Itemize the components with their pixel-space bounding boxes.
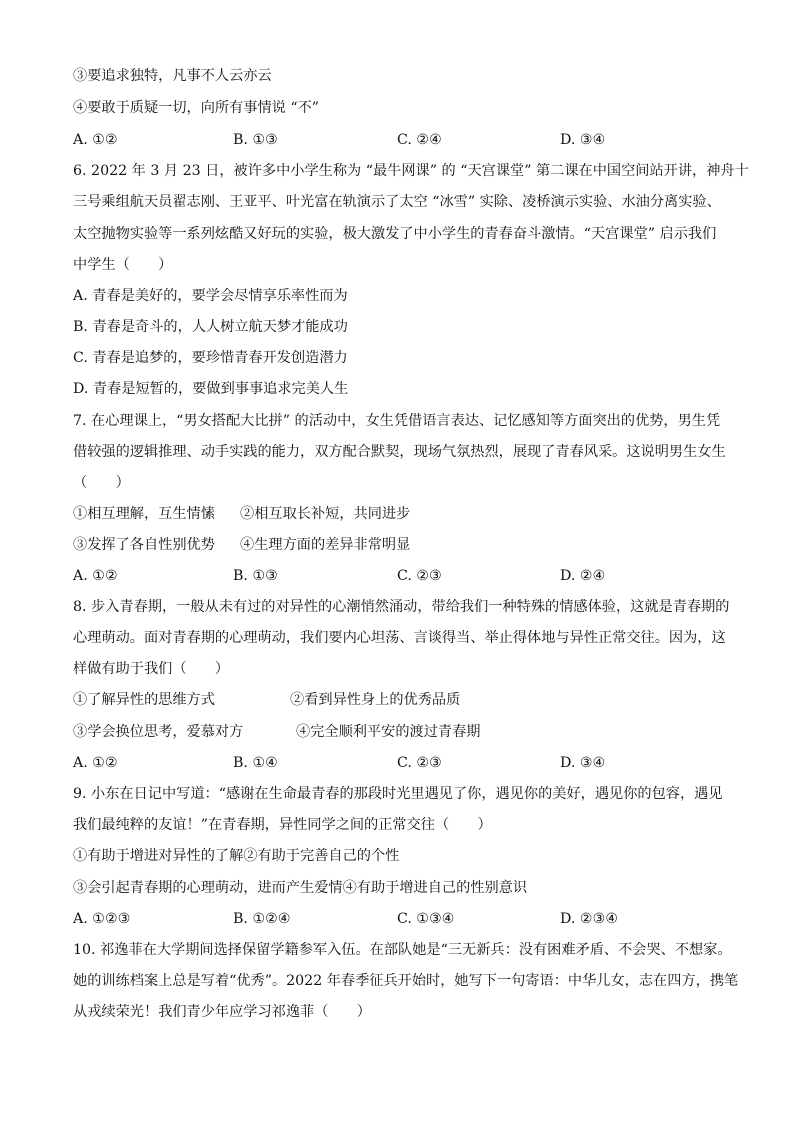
question-8-statement-1: ①了解异性的思维方式 bbox=[73, 692, 215, 708]
question-8-statement-3: ③学会换位思考，爱慕对方 bbox=[73, 724, 244, 740]
question-10-line-1: 10. 祁逸菲在大学期间选择保留学籍参军入伍。在部队她是“三无新兵：没有困难矛盾、不会哭、不想家。 bbox=[73, 942, 732, 958]
question-8-line-3: 样做有助于我们（ ） bbox=[73, 661, 230, 677]
question-6-line-3: 太空抛物实验等一系列炫酷又好玩的实验，极大激发了中小学生的青春奋斗激情。“天宫课堂” 启示我们 bbox=[73, 226, 717, 242]
statement-4: ④要敢于质疑一切，向所有事情说 “不” bbox=[73, 100, 320, 116]
option-d[interactable]: D. ②③④ bbox=[560, 911, 619, 927]
question-8-statement-2: ②看到异性身上的优秀品质 bbox=[290, 692, 461, 708]
option-c[interactable]: C. ②④ bbox=[397, 132, 442, 148]
option-c[interactable]: C. ②③ bbox=[397, 755, 442, 771]
question-6-choice-a[interactable]: A. 青春是美好的，要学会尽情享乐率性而为 bbox=[73, 288, 348, 304]
option-d[interactable]: D. ②④ bbox=[560, 568, 606, 584]
question-8-options bbox=[73, 753, 733, 773]
option-a[interactable]: A. ①② bbox=[73, 755, 118, 771]
question-7-line-2: 借较强的逻辑推理、动手实践的能力，双方配合默契，现场气氛热烈，展现了青春风采。这说明男生女生 bbox=[73, 444, 726, 460]
option-c[interactable]: C. ①③④ bbox=[397, 911, 455, 927]
option-c[interactable]: C. ②③ bbox=[397, 568, 442, 584]
question-6-line-4: 中学生（ ） bbox=[73, 257, 173, 273]
option-b[interactable]: B. ①③ bbox=[233, 568, 278, 584]
option-b[interactable]: B. ①④ bbox=[233, 755, 278, 771]
answer-options bbox=[73, 130, 733, 150]
option-b[interactable]: B. ①②④ bbox=[233, 911, 291, 927]
option-d[interactable]: D. ③④ bbox=[560, 132, 606, 148]
question-7-statement-2: ②相互取长补短，共同进步 bbox=[240, 506, 411, 522]
question-6-choice-c[interactable]: C. 青春是追梦的，要珍惜青春开发创造潜力 bbox=[73, 350, 348, 366]
question-7-options bbox=[73, 566, 733, 586]
question-9-statements-1-2: ①有助于增进对异性的了解②有助于完善自己的个性 bbox=[73, 848, 400, 864]
question-10-line-3: 从戎续荣光！我们青少年应学习祁逸菲（ ） bbox=[73, 1004, 371, 1020]
option-d[interactable]: D. ③④ bbox=[560, 755, 606, 771]
question-7-line-1: 7. 在心理课上，“男女搭配大比拼” 的活动中，女生凭借语言表达、记忆感知等方面突出的优势，男生凭 bbox=[73, 413, 721, 429]
question-8-statement-4: ④完全顺利平安的渡过青春期 bbox=[296, 724, 481, 740]
option-a[interactable]: A. ①② bbox=[73, 132, 118, 148]
question-7-statement-1: ①相互理解，互生情愫 bbox=[73, 506, 215, 522]
question-10-line-2: 她的训练档案上总是写着“优秀”。2022 年春季征兵开始时，她写下一句寄语：中华儿女，志在四方，携笔 bbox=[73, 973, 739, 989]
question-7-statement-4: ④生理方面的差异非常明显 bbox=[240, 537, 411, 553]
question-6-line-1: 6. 2022 年 3 月 23 日，被许多中小学生称为 “最牛网课” 的 “天宫课堂” 第二课在中国空间站开讲，神舟十 bbox=[73, 163, 749, 179]
question-6-line-2: 三号乘组航天员翟志刚、王亚平、叶光富在轨演示了太空 “冰雪” 实除、凌桥演示实验、水油分离实验、 bbox=[73, 194, 721, 210]
question-7-line-3: （ ） bbox=[73, 475, 130, 491]
question-8-line-2: 心理萌动。面对青春期的心理萌动，我们要内心坦荡、言谈得当、举止得体地与异性正常交往。因为，这 bbox=[73, 630, 726, 646]
question-9-line-2: 我们最纯粹的友谊！”在青春期，异性同学之间的正常交往（ ） bbox=[73, 817, 492, 833]
statement-3: ③要追求独特，凡事不人云亦云 bbox=[73, 68, 272, 84]
question-7-statement-3: ③发挥了各自性别优势 bbox=[73, 537, 215, 553]
question-9-line-1: 9. 小东在日记中写道：“感谢在生命最青春的那段时光里遇见了你，遇见你的美好，遇见你的包容，遇见 bbox=[73, 786, 723, 802]
option-a[interactable]: A. ①② bbox=[73, 568, 118, 584]
question-6-choice-b[interactable]: B. 青春是奇斗的，人人树立航天梦才能成功 bbox=[73, 319, 348, 335]
question-8-line-1: 8. 步入青春期，一般从未有过的对异性的心潮悄然涌动，带给我们一种特殊的情感体验，这就是青春期的 bbox=[73, 599, 730, 615]
question-6-choice-d[interactable]: D. 青春是短暂的，要做到事事追求完美人生 bbox=[73, 381, 349, 397]
question-9-options bbox=[73, 909, 733, 929]
question-9-statements-3-4: ③会引起青春期的心理萌动，进而产生爱情④有助于增进自己的性别意识 bbox=[73, 880, 528, 896]
option-a[interactable]: A. ①②③ bbox=[73, 911, 131, 927]
option-b[interactable]: B. ①③ bbox=[233, 132, 278, 148]
